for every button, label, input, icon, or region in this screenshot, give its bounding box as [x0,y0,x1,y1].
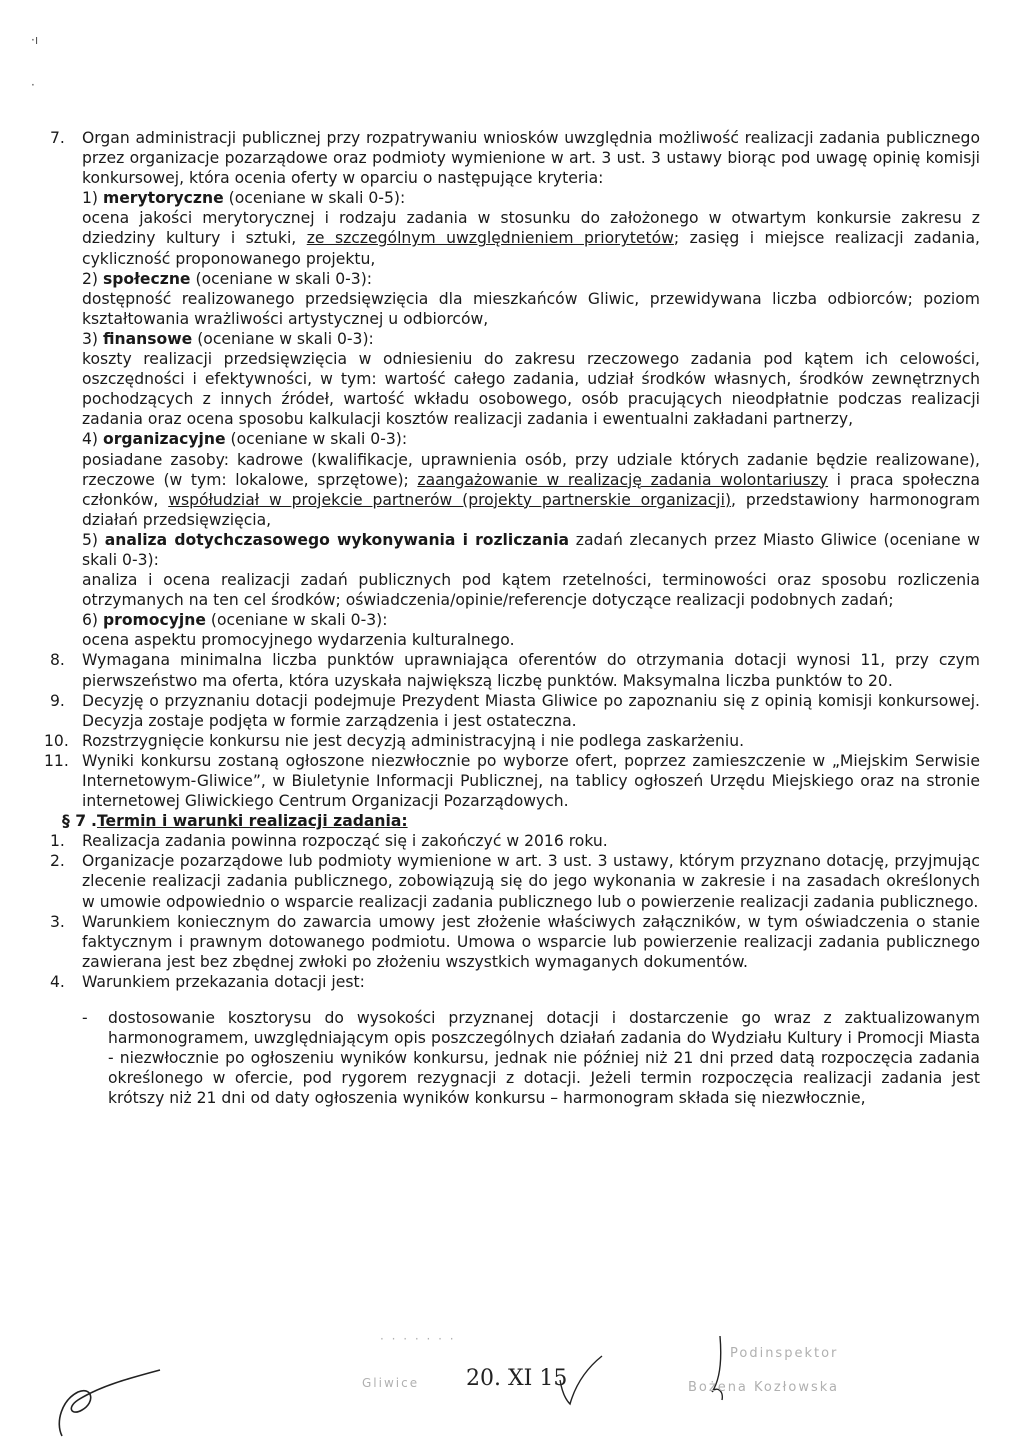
point-number: 11. [44,751,69,770]
point-7 [50,128,980,650]
item-number: 1. [50,832,65,851]
point-8 [50,650,980,690]
section-7-item-4-text: Warunkiem przekazania dotacji jest: [82,972,365,991]
scan-speck: ·ı [31,33,39,47]
section-7-item-4 [50,972,980,992]
section-7-heading: § 7 .Termin i warunki realizacji zadania: [62,812,408,831]
criterion-4-heading: 4) organizacyjne (oceniane w skali 0-3): [82,430,408,449]
section-7-item-2 [50,851,980,911]
scan-speck: · [31,78,35,92]
criterion-1-description: ocena jakości merytorycznej i rodzaju zadania w stosunku do założonego w otwartym konkursie zakresu z dziedziny kultury i sztuki, ze szczególnym uwzględnieniem priorytetów; zasięg i miejsce realizacji zadania, cykliczność proponowanego projektu, [82,209,980,268]
item-number: 2. [50,852,65,871]
section-7-item-1-text: Realizacja zadania powinna rozpocząć się i zakończyć w 2016 roku. [82,832,608,851]
stamp-text: · · · · · · · [380,1332,456,1346]
signature-scribble-left [59,1370,160,1436]
section-7-item-2-text: Organizacje pozarządowe lub podmioty wymienione w art. 3 ust. 3 ustawy, którym przyznano dotację, przyjmując zlecenie realizacji zadania publicznego, zobowiązują się do jego wykonania w zakresie i na zasadach określonych w umowie odpowiednio o wsparcie realizacji zadania publicznego lub o powierzenie realizacji zadania publicznego. [82,852,980,911]
section-7-item-1 [50,831,980,851]
criterion-3-heading: 3) finansowe (oceniane w skali 0-3): [82,329,374,348]
point-number: 8. [50,651,65,670]
criterion-6-description: ocena aspektu promocyjnego wydarzenia kulturalnego. [82,631,515,650]
criterion-1-heading: 1) merytoryczne (oceniane w skali 0-5): [82,189,406,208]
section-7-item-3 [50,912,980,972]
point-9 [50,691,980,731]
bullet-text: dostosowanie kosztorysu do wysokości przyznanej dotacji i dostarczenie go wraz z zaktualizowanym harmonogramem, uwzględniającym opis poszczególnych działań zadania do Wydziału Kultury i Promocji Miasta - niezwłocznie po ogłoszeniu wyników konkursu, jednak nie później niż 21 dni przed datą rozpoczęcia zadania określonego w ofercie, pod rygorem rezygnacji z dotacji. Jeżeli termin rozpoczęcia realizacji zadania jest krótszy niż 21 dni od daty ogłoszenia wyników konkursu – harmonogram składa się niezwłocznie, [108,1008,980,1107]
criterion-2-description: dostępność realizowanego przedsięwzięcia dla mieszkańców Gliwic, przewidywana liczba odbiorców; poziom kształtowania wrażliwości artystycznej u odbiorców, [82,289,980,328]
criterion-3-description: koszty realizacji przedsięwzięcia w odniesieniu do zakresu rzeczowego zadania pod kątem ich celowości, oszczędności i efektywności, w tym: wartość całego zadania, udział środków własnych, środków zewnętrznych pochodzących z innych źródeł, wartość wkładu osobowego, osób pracujących nieodpłatnie podczas realizacji zadania oraz ocena sposobu kalkulacji kosztów realizacji zadania i ewentualni zakładani partnerzy, [82,350,980,429]
point-7-intro: Organ administracji publicznej przy rozpatrywaniu wniosków uwzględnia możliwość realizacji zadania publicznego przez organizacje pozarządowe oraz podmioty wymienione w art. 3 ust. 3 ustawy biorąc pod uwagę opinię komisji konkursowej, która ocenia oferty w oparciu o następujące kryteria: [82,129,980,188]
stamp-text-left: Gliwice [362,1376,420,1390]
criterion-2-heading: 2) społeczne (oceniane w skali 0-3): [82,269,373,288]
handwritten-date: 20. XI 15 [466,1366,568,1391]
criterion-5-heading: 5) analiza dotychczasowego wykonywania i rozliczania zadań zlecanych przez Miasto Gliwice (oceniane w skali 0-3): [82,530,980,569]
criterion-4-description: posiadane zasoby: kadrowe (kwalifikacje, uprawnienia osób, przy udziale których zadanie będzie realizowane), rzeczowe (w tym: lokalowe, sprzętowe); zaangażowanie w realizację zadania wolontariuszy i praca społeczna członków, współudział w projekcie partnerów (projekty partnerskie organizacji), przedstawiony harmonogram działań przedsięwzięcia, [82,450,980,529]
point-11-text: Wyniki konkursu zostaną ogłoszone niezwłocznie po wyborze ofert, poprzez zamieszczenie w „Miejskim Serwisie Internetowym-Gliwice”, w Biuletynie Informacji Publicznej, na tablicy ogłoszeń Urzędu Miejskiego oraz na stronie internetowej Gliwickiego Centrum Organizacji Pozarządowych. [82,751,980,811]
criterion-6-heading: 6) promocyjne (oceniane w skali 0-3): [82,611,388,630]
item-number: 3. [50,912,65,931]
document-body [44,128,980,1124]
point-number: 9. [50,691,65,710]
bullet-dash: - [82,1008,88,1027]
criterion-5-description: analiza i ocena realizacji zadań publicznych pod kątem rzetelności, terminowości oraz sposobu rozliczenia otrzymanych na ten cel środków; oświadczenia/opinie/referencje dotyczące realizacji podobnych zadań; [82,571,980,610]
point-11 [44,751,980,811]
stamp-text-role: Podinspektor [730,1346,839,1361]
point-9-text: Decyzję o przyznaniu dotacji podejmuje Prezydent Miasta Gliwice po zapoznaniu się z opinią komisji konkursowej. Decyzja zostaje podjęta w formie zarządzenia i jest ostateczna. [82,691,980,730]
signature-area [0,1300,1024,1439]
section-7-item-4-bullet [82,1008,980,1108]
section-7-item-3-text: Warunkiem koniecznym do zawarcia umowy jest złożenie właściwych załączników, w tym oświadczenia o stanie faktycznym i prawnym dotowanego podmiotu. Umowa o wsparcie lub powierzenie realizacji zadania publicznego zawierana jest bez zbędnej zwłoki po złożeniu wszystkich wymaganych dokumentów. [82,912,980,971]
point-number: 7. [50,129,65,147]
point-10 [44,731,980,751]
point-number: 10. [44,731,69,750]
point-10-text: Rozstrzygnięcie konkursu nie jest decyzją administracyjną i nie podlega zaskarżeniu. [82,731,745,750]
point-8-text: Wymagana minimalna liczba punktów uprawniająca oferentów do otrzymania dotacji wynosi 11, przy czym pierwszeństwo ma oferta, która uzyskała największą liczbę punktów. Maksymalna liczba punktów to 20. [82,651,980,690]
stamp-text-name: Bożena Kozłowska [688,1380,840,1395]
item-number: 4. [50,972,65,991]
